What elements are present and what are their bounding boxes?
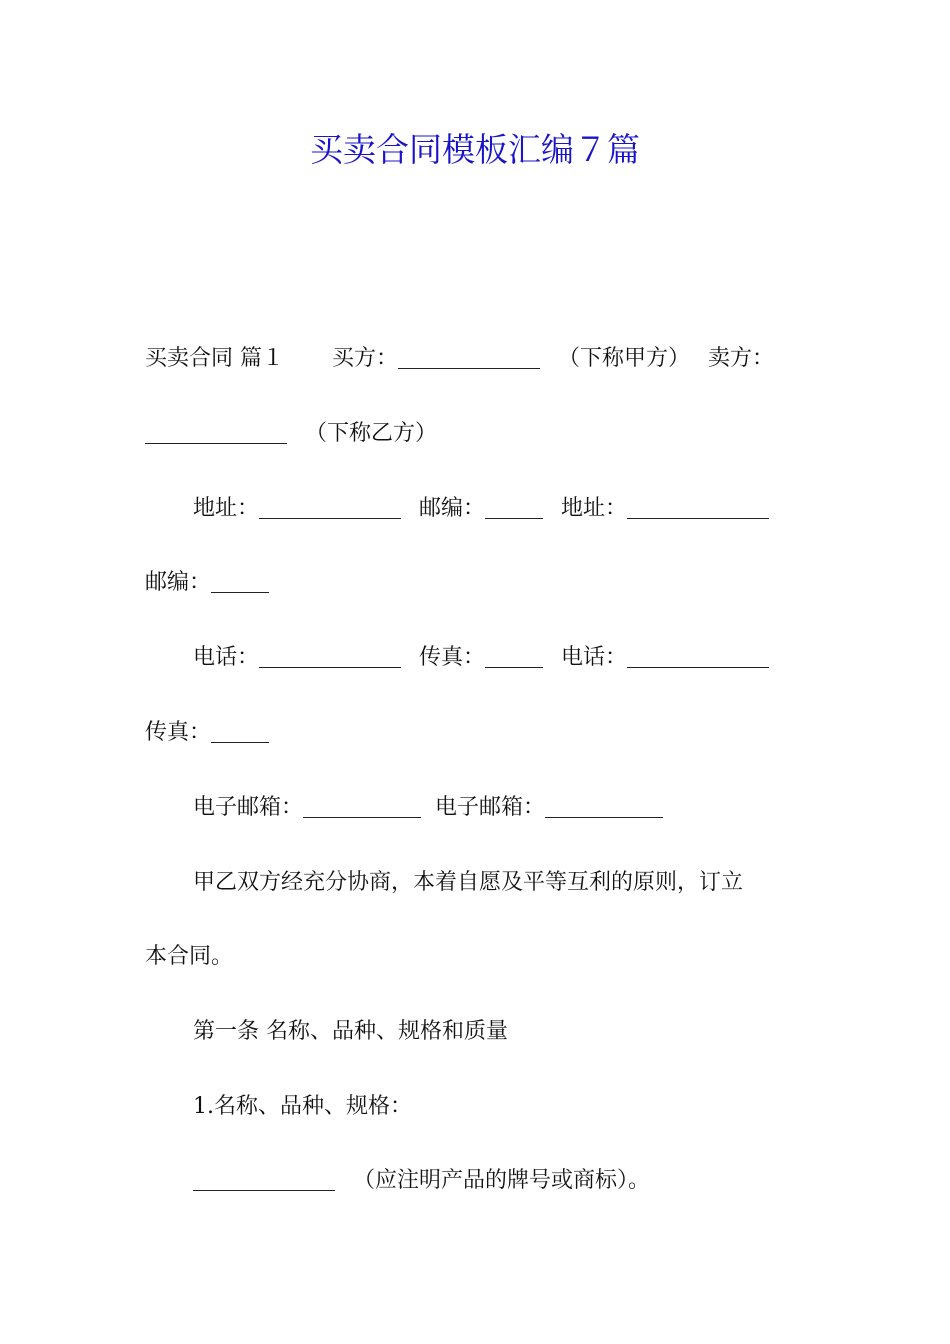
fax-blank-a (485, 647, 543, 668)
phone-blank-a (259, 647, 401, 668)
postcode-label-a: 邮编： (419, 496, 486, 521)
email-blank-b (545, 797, 663, 818)
address-label-b: 地址： (561, 496, 628, 521)
address-line (193, 494, 769, 524)
agreement-paragraph-line2: 本合同。 (145, 944, 234, 969)
item-1-note: （应注明产品的牌号或商标）。 (353, 1168, 651, 1193)
buyer-label: 买方： (332, 346, 399, 371)
postcode-label-b: 邮编： (145, 570, 212, 595)
postcode-blank-b (211, 572, 269, 593)
phone-blank-b (627, 647, 769, 668)
postcode-line (145, 568, 269, 598)
seller-line (145, 419, 437, 449)
seller-label: 卖方： (708, 346, 775, 371)
email-label-a: 电子邮箱： (193, 795, 304, 820)
fax-label-a: 传真： (419, 645, 486, 670)
email-blank-a (303, 797, 421, 818)
fax-label-b: 传真： (145, 720, 212, 745)
item-1-blank (193, 1170, 335, 1191)
seller-suffix: （下称乙方） (305, 421, 438, 446)
item-1-label: 1.名称、品种、规格： (193, 1094, 412, 1119)
fax-line (145, 718, 269, 748)
address-blank-b (627, 498, 769, 519)
parties-line (145, 344, 774, 374)
buyer-suffix: （下称甲方） (558, 346, 691, 371)
item-1-line (193, 1166, 650, 1196)
fax-blank-b (211, 722, 269, 743)
phone-label-b: 电话： (561, 645, 628, 670)
document-title: 买卖合同模板汇编７篇 (310, 130, 640, 169)
email-label-b: 电子邮箱： (435, 795, 546, 820)
address-blank-a (259, 498, 401, 519)
article-1-heading: 第一条 名称、品种、规格和质量 (193, 1019, 508, 1044)
phone-line (193, 643, 769, 673)
agreement-paragraph-line1: 甲乙双方经充分协商，本着自愿及平等互利的原则，订立 (193, 870, 744, 895)
buyer-blank (398, 348, 540, 369)
email-line (193, 793, 663, 823)
section-label: 买卖合同 篇１ (145, 346, 284, 371)
seller-blank (145, 423, 287, 444)
postcode-blank-a (485, 498, 543, 519)
address-label-a: 地址： (193, 496, 260, 521)
phone-label-a: 电话： (193, 645, 260, 670)
